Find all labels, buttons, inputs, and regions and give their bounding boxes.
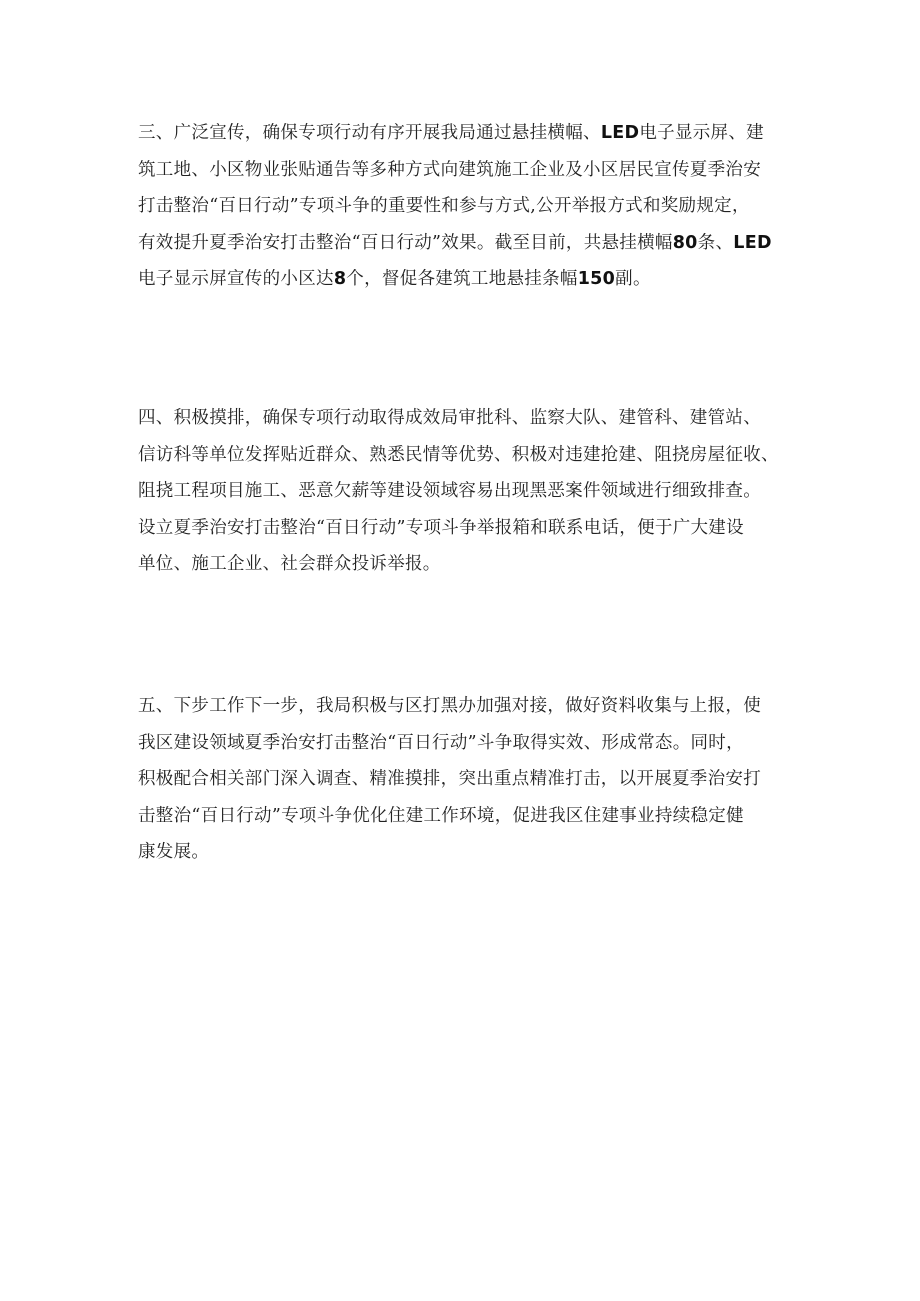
- paragraph-line: 信访科等单位发挥贴近群众、熟悉民情等优势、积极对违建抢建、阻挠房屋征收、: [138, 444, 779, 465]
- paragraph-line: 有效提升夏季治安打击整治“百日行动”效果。截至目前，共悬挂横幅80条、LED: [138, 232, 772, 253]
- paragraph-line: 阻挠工程项目施工、恶意欠薪等建设领域容易出现黑恶案件领域进行细致排查。: [138, 481, 761, 501]
- paragraph-line: 打击整治“百日行动”专项斗争的重要性和参与方式,公开举报方式和奖励规定，: [138, 196, 750, 216]
- paragraph-line: 四、积极摸排，确保专项行动取得成效局审批科、监察大队、建管科、建管站、: [138, 408, 761, 428]
- paragraph-line: 单位、施工企业、社会群众投诉举报。: [138, 554, 441, 574]
- paragraph-publicity: [138, 115, 788, 298]
- paragraph-next-steps: [138, 688, 788, 871]
- paragraph-line: 五、下步工作下一步，我局积极与区打黑办加强对接，做好资料收集与上报，使: [138, 696, 761, 716]
- paragraph-line: 我区建设领域夏季治安打击整治“百日行动”斗争取得实效、形成常态。同时，: [138, 732, 744, 753]
- paragraph-investigation: [138, 400, 788, 583]
- paragraph-line: 积极配合相关部门深入调查、精准摸排，突出重点精准打击，以开展夏季治安打: [138, 769, 761, 789]
- paragraph-line: 康发展。: [138, 842, 210, 862]
- paragraph-line: 击整治“百日行动”专项斗争优化住建工作环境，促进我区住建事业持续稳定健: [138, 805, 744, 826]
- paragraph-line: 三、广泛宣传，确保专项行动有序开展我局通过悬挂横幅、LED电子显示屏、建: [138, 123, 764, 143]
- paragraph-line: 筑工地、小区物业张贴通告等多种方式向建筑施工企业及小区居民宣传夏季治安: [138, 159, 761, 180]
- paragraph-line: 设立夏季治安打击整治“百日行动”专项斗争举报箱和联系电话，便于广大建设: [138, 517, 744, 538]
- paragraph-line: 电子显示屏宣传的小区达8个，督促各建筑工地悬挂条幅150副。: [138, 269, 651, 289]
